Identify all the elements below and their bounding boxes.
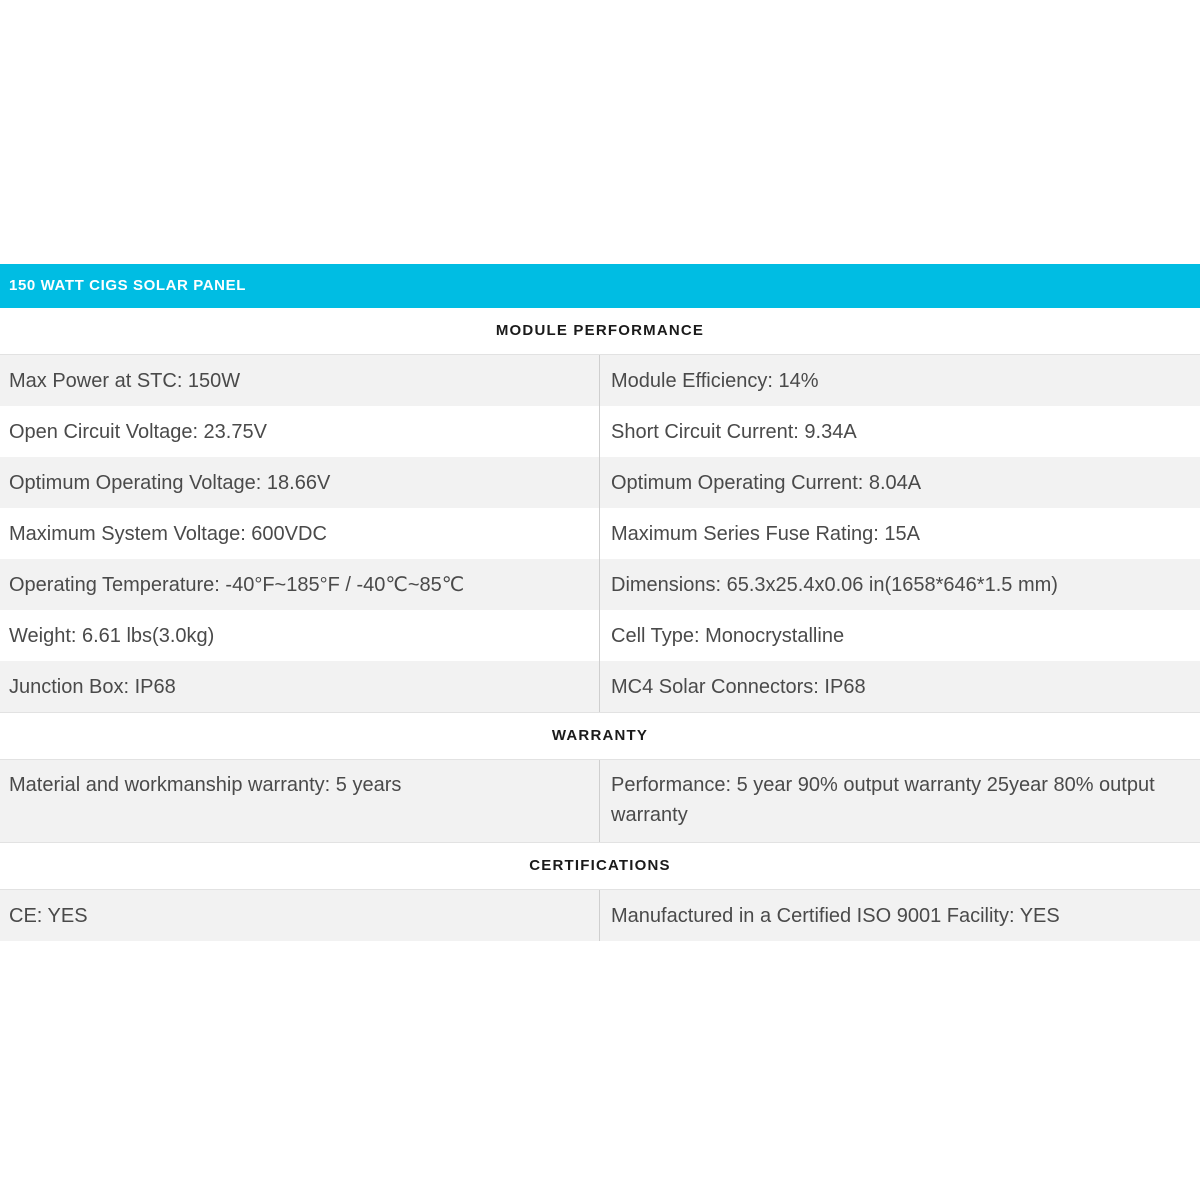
spec-cell: Junction Box: IP68 — [0, 661, 600, 712]
spec-cell: Cell Type: Monocrystalline — [611, 624, 845, 647]
section-header-warranty: WARRANTY — [0, 713, 1200, 760]
table-row — [0, 406, 1200, 457]
spec-cell: Dimensions: 65.3x25.4x0.06 in(1658*646*1.5 mm) — [611, 573, 1058, 596]
table-row — [0, 457, 1200, 508]
spec-table — [0, 264, 1200, 941]
table-row — [0, 355, 1200, 406]
spec-cell: Optimum Operating Voltage: 18.66V — [0, 457, 600, 508]
spec-cell: Performance: 5 year 90% output warranty 25year 80% output warranty — [611, 774, 1155, 826]
table-row — [0, 760, 1200, 843]
spec-cell: Optimum Operating Current: 8.04A — [611, 471, 922, 494]
spec-cell: Material and workmanship warranty: 5 years — [0, 760, 600, 842]
spec-cell: Open Circuit Voltage: 23.75V — [0, 406, 600, 457]
spec-cell: Max Power at STC: 150W — [0, 355, 600, 406]
spec-cell: Module Efficiency: 14% — [611, 369, 819, 392]
table-title: 150 WATT CIGS SOLAR PANEL — [0, 264, 1200, 308]
section-header-certifications: CERTIFICATIONS — [0, 843, 1200, 890]
table-row — [0, 890, 1200, 941]
table-row — [0, 610, 1200, 661]
section-header-module-performance: MODULE PERFORMANCE — [0, 308, 1200, 355]
table-row — [0, 559, 1200, 610]
spec-cell: Maximum System Voltage: 600VDC — [0, 508, 600, 559]
spec-cell: Weight: 6.61 lbs(3.0kg) — [0, 610, 600, 661]
spec-cell: Maximum Series Fuse Rating: 15A — [611, 522, 921, 545]
spec-cell: Manufactured in a Certified ISO 9001 Facility: YES — [611, 904, 1060, 927]
table-row — [0, 508, 1200, 559]
table-row — [0, 661, 1200, 713]
spec-cell: CE: YES — [0, 890, 600, 941]
spec-cell: Short Circuit Current: 9.34A — [611, 420, 857, 443]
spec-cell: MC4 Solar Connectors: IP68 — [611, 675, 866, 698]
spec-cell: Operating Temperature: -40°F~185°F / -40℃~85℃ — [0, 559, 600, 610]
